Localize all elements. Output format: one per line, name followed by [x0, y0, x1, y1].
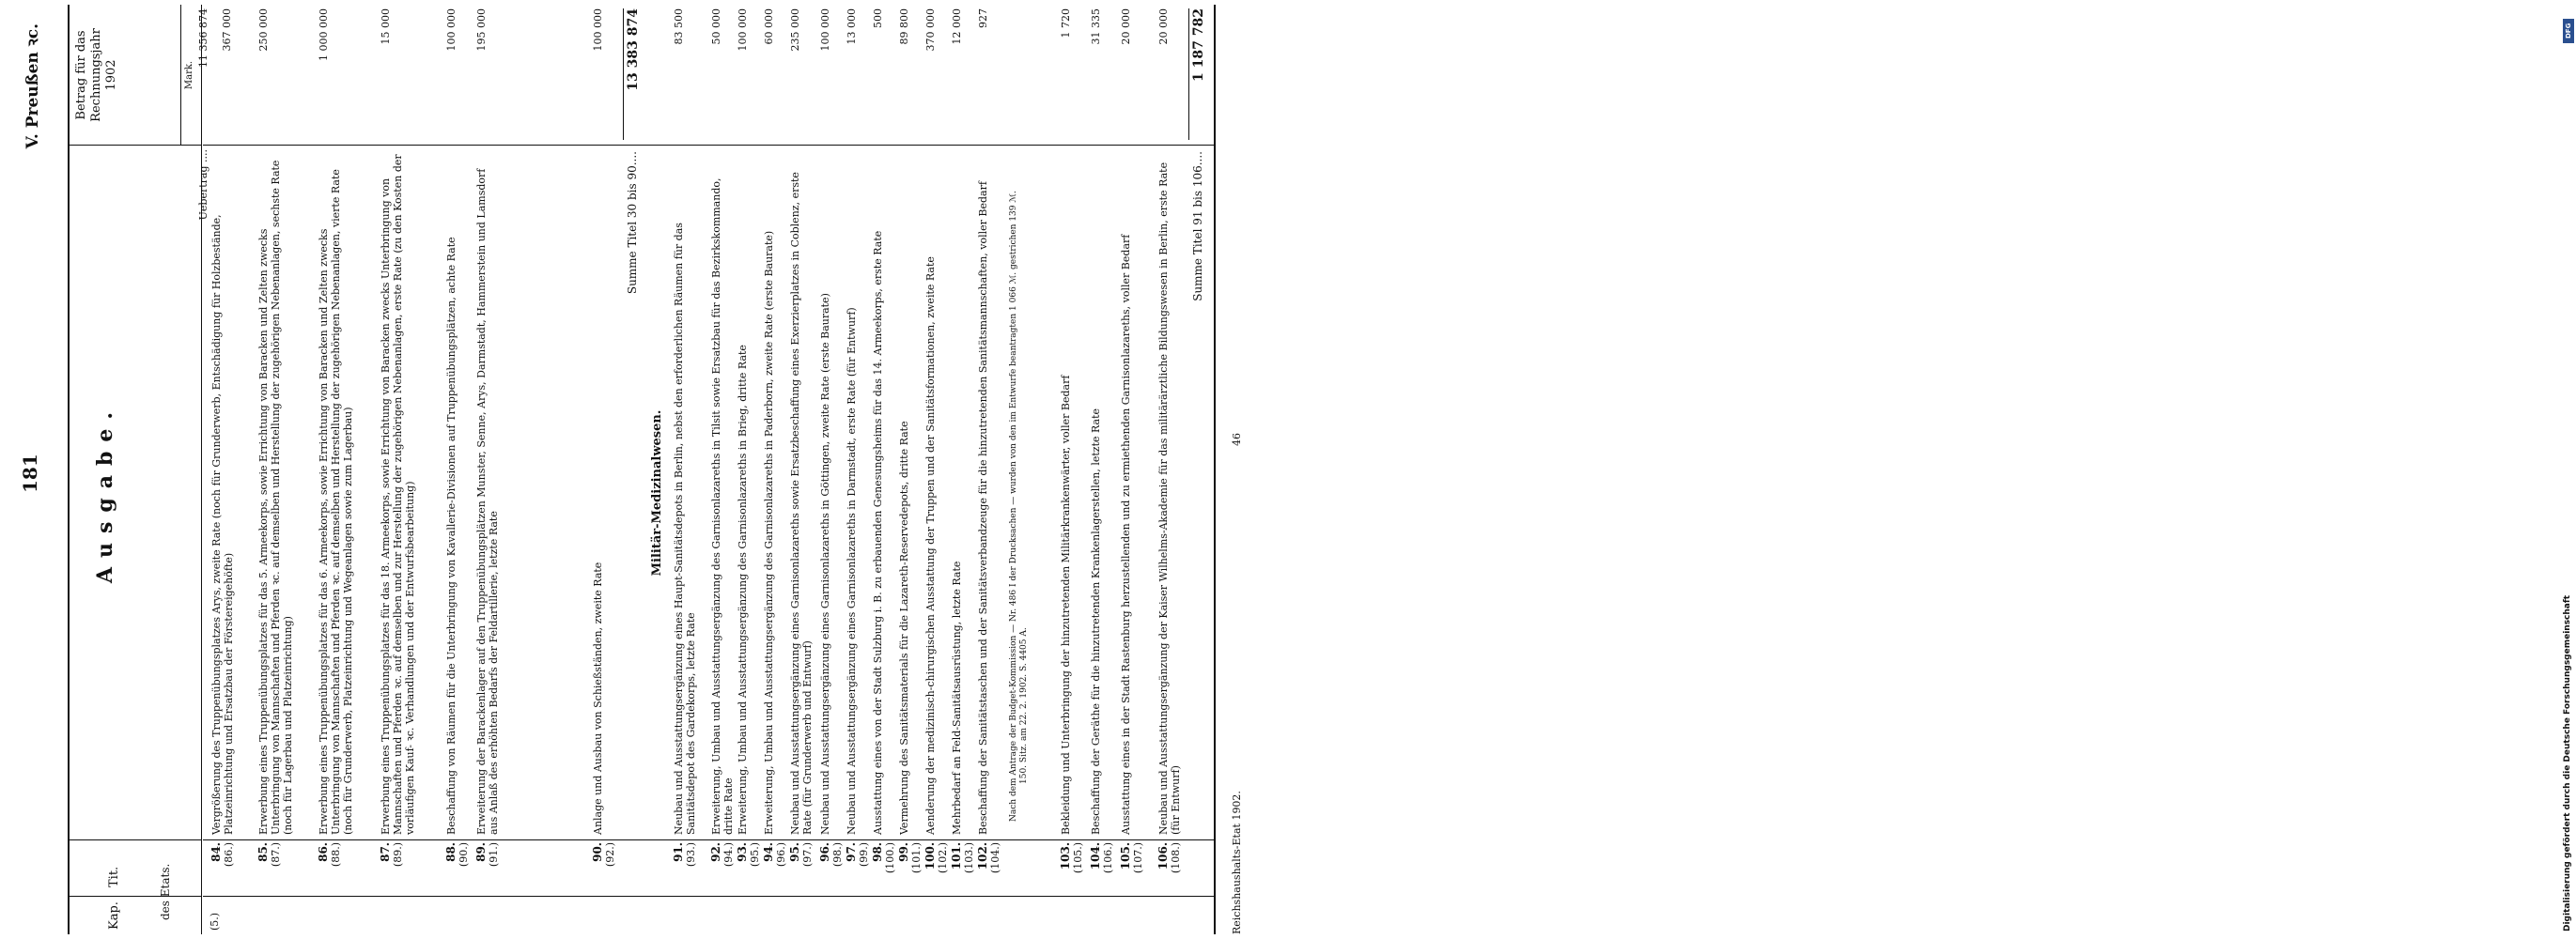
title-number	[445, 842, 470, 895]
title-number	[1090, 842, 1114, 895]
item-description: Erwerbung eines Truppenübungsplatzes für das 5. Armeekorps, sowie Errichtung von Baracken und Zelten zwecks Unterbringung von Mannschaften und Pferden ꝛc. auf demselben und Herstellung der zugehörigen Nebenanlagen, sechste Rate (noch für Lagerbau und Platzeinrichtung)	[257, 160, 294, 835]
item-amount	[1120, 8, 1132, 140]
item-amount	[1157, 8, 1170, 140]
item-description: Beschaffung der Geräthe für die hinzutretenden Krankenlagerstellen, letzte Rate	[1090, 408, 1102, 835]
title-number	[257, 842, 282, 895]
item-amount	[898, 8, 910, 140]
item-description: Mehrbedarf an Feld-Sanitätsausrüstung, letzte Rate	[951, 561, 963, 835]
title-number	[1120, 842, 1144, 895]
amount-value: 250 000	[257, 8, 270, 52]
amount-value: 500	[872, 8, 884, 28]
item-description: Aenderung der medizinisch-chirurgischen Ausstattung der Truppen und der Sanitätsformationen, zweite Rate	[924, 256, 937, 835]
item-amount	[872, 8, 884, 140]
sum-amount: 1 187 782	[1191, 8, 1206, 82]
title-number-new: 84.	[209, 842, 223, 862]
title-number	[380, 842, 404, 895]
title-number	[210, 842, 235, 895]
item-description: Neubau und Ausstattungsergänzung eines Garnisonlazareths in Göttingen, zweite Rate (erste Baurate)	[819, 293, 831, 835]
item-amount	[197, 8, 235, 221]
amount-value: 370 000	[924, 8, 937, 52]
amount-value: 50 000	[710, 8, 722, 45]
title-number	[872, 842, 896, 895]
title-number-new: 99.	[897, 842, 910, 862]
table-body	[197, 5, 1214, 934]
item-amount	[318, 8, 330, 140]
carry-label: Uebertrag ....	[197, 149, 209, 221]
title-number-new: 104.	[1089, 842, 1102, 870]
amount-value: 83 500	[673, 8, 685, 45]
item-amount	[763, 8, 775, 140]
section-title: Militär-Medizinalwesen.	[650, 409, 664, 577]
title-number-new: 98.	[871, 842, 884, 862]
footnote-line: Nach dem Antrage der Budget-Kommission — Nr. 486 I der Drucksachen — wurden von den im Entwurfe beantragten 1 066 ℳ. gestrichen 139 ℳ.	[1009, 191, 1018, 822]
title-number-new: 94.	[762, 842, 775, 862]
title-number-new: 106.	[1156, 842, 1170, 870]
title-number-old: (90.)	[458, 842, 470, 868]
title-number-old: (94.)	[722, 842, 735, 868]
title-number-new: 105.	[1119, 842, 1132, 870]
title-number-old: (96.)	[775, 842, 787, 868]
title-number	[819, 842, 844, 895]
item-description: Erweiterung der Barackenlager auf den Truppenübungsplätzen Munster, Senne, Arys, Darmstadt, Hammerstein und Lamsdorf aus Anlaß des erhöhten Bedarfs der Feldartillerie, letzte Rate	[475, 168, 500, 835]
amount-value: 31 335	[1090, 8, 1102, 45]
header-title: Ausgabe.	[93, 402, 117, 584]
item-description: Neubau und Ausstattungsergänzung der Kaiser Wilhelms-Akademie für das militärärztliche Bildungswesen in Berlin, erste Rate (für Entwurf)	[1157, 162, 1182, 835]
title-number-new: 87.	[379, 842, 392, 862]
amount-value: 12 000	[951, 8, 963, 45]
item-amount	[1060, 8, 1072, 140]
title-number	[475, 842, 500, 895]
table-header	[70, 5, 202, 934]
dfg-strip	[1280, 8, 2572, 931]
item-amount	[819, 8, 831, 140]
item-description: Ausstattung eines von der Stadt Sulzburg i. B. zu erbauenden Genesungsheims für das 14. Armeekorps, erste Rate	[872, 230, 884, 835]
rotated-page	[19, 5, 1268, 934]
item-description: Neubau und Ausstattungsergänzung eines Garnisonlazareths in Darmstadt, erste Rate (für Entwurf)	[846, 307, 858, 835]
amount-value: 89 800	[898, 8, 910, 45]
item-amount	[951, 8, 963, 140]
item-amount	[445, 8, 458, 140]
title-number-new: 86.	[317, 842, 330, 862]
title-number-old: (105.)	[1072, 842, 1084, 874]
item-description: Erweiterung, Umbau und Ausstattungsergänzung des Garnisonlazareths in Paderborn, zweite Rate (erste Baurate)	[763, 230, 775, 835]
footer-left: Reichshaushalts-Etat 1902.	[1231, 791, 1243, 934]
footer-center: 46	[1231, 433, 1243, 446]
item-amount	[789, 8, 801, 140]
amount-value: 367 000	[221, 8, 233, 52]
title-number	[318, 842, 342, 895]
footnote	[1009, 164, 1030, 822]
amount-value: 235 000	[789, 8, 801, 52]
title-number-old: (86.)	[223, 842, 235, 868]
title-number-new: 88.	[444, 842, 458, 862]
title-number-old: (88.)	[330, 842, 342, 868]
item-description: Bekleidung und Unterbringung der hinzutretenden Militärkrankenwärter, voller Bedarf	[1060, 375, 1072, 835]
amount-value: 15 000	[380, 8, 392, 45]
title-number-old: (103.)	[963, 842, 975, 874]
title-number-old: (93.)	[685, 842, 697, 868]
title-number	[846, 842, 870, 895]
title-number-new: 92.	[709, 842, 722, 862]
title-number	[789, 842, 814, 895]
title-number	[1060, 842, 1084, 895]
sum-amount: 13 383 874	[626, 8, 641, 91]
title-number-new: 90.	[591, 842, 604, 862]
title-number-old: (101.)	[910, 842, 923, 874]
title-number	[898, 842, 923, 895]
header-tit: Tit.	[107, 866, 121, 887]
amount-value: 1 720	[1060, 8, 1072, 38]
title-number-old: (92.)	[604, 842, 616, 868]
amount-value: 100 000	[445, 8, 458, 52]
item-amount	[475, 8, 488, 140]
item-description: Beschaffung der Sanitätstaschen und der Sanitätsverbandzeuge für die hinzutretenden Sanitätsmannschaften, voller Bedarf	[977, 181, 989, 835]
amount-value: 100 000	[819, 8, 831, 52]
title-number-new: 97.	[845, 842, 858, 862]
item-description: Erweiterung, Umbau und Ausstattungsergänzung des Garnisonlazareths in Tilsit sowie Ersatzbau für das Bezirkskommando, dritte Rate	[710, 177, 735, 835]
item-description: Neubau und Ausstattungsergänzung eines Haupt-Sanitätsdepots in Berlin, nebst den erforderlichen Räumen für das Sanitätsdepot des Gardekorps, letzte Rate	[673, 223, 697, 835]
item-description: Erwerbung eines Truppenübungsplatzes für das 6. Armeekorps, sowie Errichtung von Baracken und Zelten zwecks Unterbringung von Mannschaften und Pferden ꝛc. auf demselben und Herstellung der zugehörigen Nebenanlagen, vierte Rate (noch für Grunderwerb, Platzeinrichtung und Wegeanlagen sowie zum Lagerbau)	[318, 169, 354, 835]
item-description: Erwerbung eines Truppenübungsplatzes für das 18. Armeekorps, sowie Errichtung von Baracken zwecks Unterbringung von Mannschaften und Pferden ꝛc. auf demselben und zur Herstellung der zugehörigen Nebenanlagen, erste Rate (zu den Kosten der vorläufigen Kauf- ꝛc. Verhandlungen und der Entwurfsbearbeitung)	[380, 154, 416, 835]
item-amount	[1090, 8, 1102, 140]
footnote-line: 150. Sitz. am 22. 2. 1902. S. 4405 A.	[1019, 627, 1029, 784]
item-amount	[673, 8, 685, 140]
amount-value: 13 000	[846, 8, 858, 45]
amount-value: 20 000	[1157, 8, 1170, 45]
item-description: Erweiterung, Umbau und Ausstattungsergänzung des Garnisonlazareths in Brieg, dritte Rate	[737, 345, 749, 835]
title-number	[710, 842, 735, 895]
item-amount	[710, 8, 722, 140]
running-head	[19, 5, 47, 934]
title-number-new: 91.	[672, 842, 685, 862]
item-description: Ausstattung eines in der Stadt Rastenburg herzustellenden und zu ermiethenden Garnisonlazareths, voller Bedarf	[1120, 234, 1132, 835]
item-description: Anlage und Ausbau von Schießständen, zweite Rate	[592, 562, 604, 835]
title-number-old: (106.)	[1102, 842, 1114, 874]
page-number: 181	[19, 454, 41, 493]
title-number-new: 85.	[256, 842, 270, 862]
item-amount	[846, 8, 858, 140]
item-description: Neubau und Ausstattungsergänzung eines Garnisonlazareths sowie Ersatzbeschaffung eines Exerzierplatzes in Coblenz, erste Rate (für Grunderwerb und Entwurf)	[789, 172, 814, 835]
amount-value: 195 000	[475, 8, 488, 52]
item-description: Beschaffung von Räumen für die Unterbringung von Kavallerie-Divisionen auf Truppenübungsplätzen, achte Rate	[445, 237, 458, 835]
dfg-logo: DFG	[2563, 19, 2574, 43]
title-number	[592, 842, 616, 895]
title-number-old: (104.)	[989, 842, 1001, 874]
header-amount: Betrag für das Rechnungsjahr 1902	[74, 28, 118, 122]
title-number-old: (100.)	[884, 842, 896, 874]
title-number-new: 95.	[788, 842, 801, 862]
item-description: Vergrößerung des Truppenübungsplatzes Arys, zweite Rate (noch für Grunderwerb, Entschädigung für Holzbestände, Platzeinrichtung und Ersatzbau der Förstereigehöfte)	[210, 214, 235, 835]
title-number-new: 89.	[474, 842, 488, 862]
amount-value: 100 000	[737, 8, 749, 52]
amount-value: 60 000	[763, 8, 775, 45]
title-number	[737, 842, 761, 895]
header-kap: Kap.	[107, 901, 121, 930]
amount-value: 1 000 000	[318, 8, 330, 61]
sum-label: Summe Titel 30 bis 90....	[626, 151, 639, 295]
item-amount	[977, 8, 989, 140]
title-number	[977, 842, 1001, 895]
budget-table	[68, 5, 1216, 934]
title-number-new: 102.	[976, 842, 989, 870]
item-amount	[924, 8, 937, 140]
title-number-old: (87.)	[270, 842, 282, 868]
title-number-new: 100.	[923, 842, 937, 870]
title-number	[924, 842, 949, 895]
title-number-old: (89.)	[392, 842, 404, 868]
title-number-old: (108.)	[1170, 842, 1182, 874]
title-number-new: 101.	[950, 842, 963, 870]
amount-value: 20 000	[1120, 8, 1132, 45]
item-amount	[592, 8, 604, 140]
title-number-old: (91.)	[488, 842, 500, 868]
item-amount	[380, 8, 392, 140]
title-number-old: (107.)	[1132, 842, 1144, 874]
title-number-old: (99.)	[858, 842, 870, 868]
title-number-new: 96.	[818, 842, 831, 862]
item-amount	[737, 8, 749, 140]
title-number-new: 103.	[1059, 842, 1072, 870]
header-amount-unit: Mark.	[184, 60, 194, 90]
amount-value: 927	[977, 8, 989, 28]
title-number-new: 93.	[736, 842, 749, 862]
kapitel-number: (5.)	[209, 912, 221, 931]
item-description: Vermehrung des Sanitätsmaterials für die Lazareth-Reservedepots, dritte Rate	[898, 421, 910, 835]
title-number-old: (98.)	[831, 842, 844, 868]
amount-value: 100 000	[592, 8, 604, 52]
title-number	[1157, 842, 1182, 895]
header-des-etats: des Etats.	[159, 863, 172, 920]
title-number-old: (102.)	[937, 842, 949, 874]
item-amount	[257, 8, 270, 140]
carry-amount: 11 356 874	[197, 8, 209, 68]
running-head-right: V. Preußen ꝛc.	[23, 23, 42, 149]
title-number	[951, 842, 975, 895]
title-number-old: (97.)	[801, 842, 814, 868]
dfg-notice: Digitalisierung gefördert durch die Deutsche Forschungsgemeinschaft	[2563, 594, 2572, 931]
sum-label: Summe Titel 91 bis 106....	[1191, 151, 1204, 301]
title-number-old: (95.)	[749, 842, 761, 868]
title-number	[673, 842, 697, 895]
title-number	[763, 842, 787, 895]
